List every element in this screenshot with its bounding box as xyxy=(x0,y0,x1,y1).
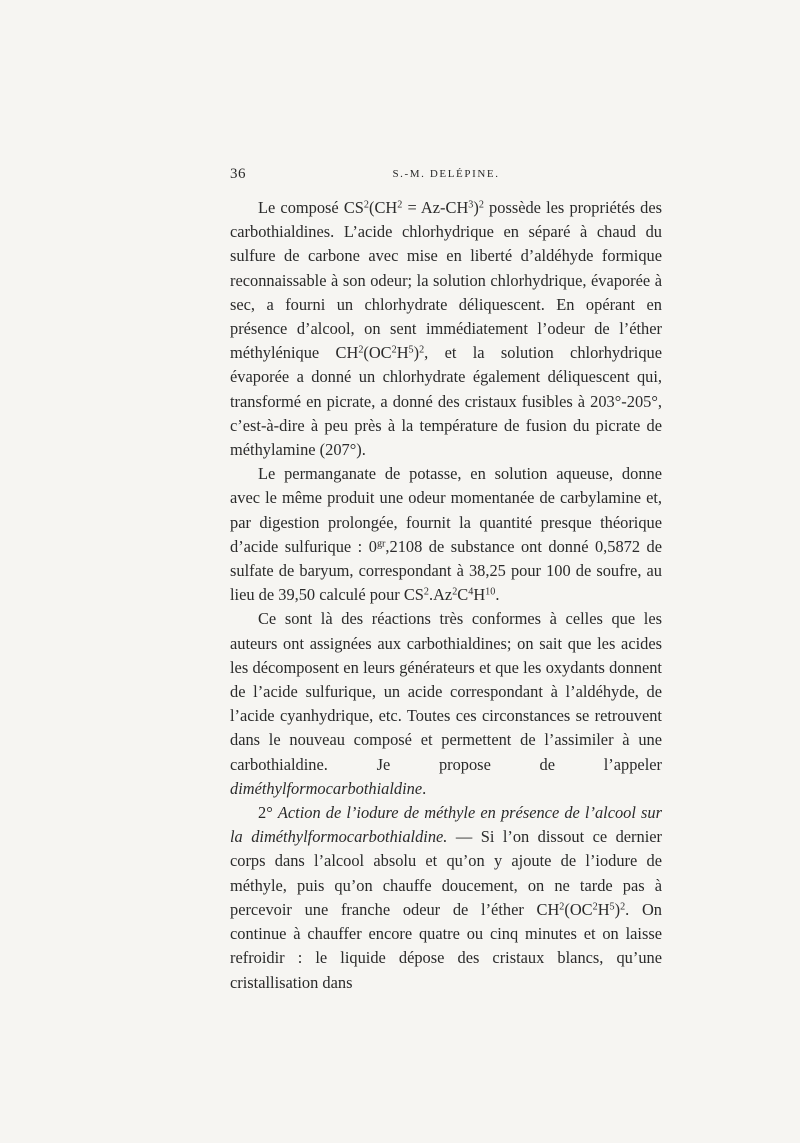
body-text xyxy=(230,196,662,995)
running-head xyxy=(230,166,662,188)
paragraph-2: Le permanganate de potasse, en solution aqueuse, donne avec le même produit une odeur momentanée de carbylamine et, par digestion prolongée, fournit la quantité presque théorique d’acide sulfurique : $0^{gr},2108$ de substance ont donné 0,5872 de sulfate de baryum, correspondant à 38,25 pour 100 de soufre, au lieu de 39,50 calculé pour $CS^2.Az^2C^4H^{10}$. xyxy=(230,464,663,605)
paragraph-4: 2° Action de l’iodure de méthyle en présence de l’alcool sur la diméthylformocarbothialdine. — Si l’on dissout ce dernier corps dans l’alcool absolu et qu’on y ajoute de l’iodure de méthyle, puis qu’on chauffe doucement, on ne tarde pas à percevoir une franche odeur de l’éther $CH^2(OC^2H^5)^2$. On continue à chauffer encore quatre ou cinq minutes et on laisse refroidir : le liquide dépose des cristaux blancs, qu’une cristallisation dans xyxy=(230,803,662,992)
paragraph-3: Ce sont là des réactions très conformes à celles que les auteurs ont assignées aux carbothialdines; on sait que les acides les décomposent en leurs générateurs et que les oxydants donnent de l’acide sulfurique, un acide correspondant à l’aldéhyde, de l’acide cyanhydrique, etc. Toutes ces circonstances se retrouvent dans le nouveau composé et permettent de l’assimiler à une carbothialdine. Je propose de l’appeler diméthylformocarbothialdine. xyxy=(230,609,662,798)
page-number: 36 xyxy=(230,166,246,182)
paragraph-1: Le composé $CS^2(CH^2 = Az-CH^3)^2$ possède les propriétés des carbothialdines. L’acide chlorhydrique en séparé à chaud du sulfure de carbone avec mise en liberté d’aldéhyde formique reconnaissable à son odeur; la solution chlorhydrique, évaporée à sec, a fourni un chlorhydrate déliquescent. En opérant en présence d’alcool, on sent immédiatement l’odeur de l’éther méthylénique $CH^2(OC^2H^5)^2$, et la solution chlorhydrique évaporée a donné un chlorhydrate également déliquescent qui, transformé en picrate, a donné des cristaux fusibles à 203°-205°, c’est-à-dire à peu près à la température de fusion du picrate de méthylamine (207°). xyxy=(230,198,662,460)
compound-name: diméthylformocarbothialdine xyxy=(230,778,423,798)
section-heading: Action de l’iodure de méthyle en présence de l’alcool sur la diméthylformocarbothialdine. xyxy=(230,803,662,847)
running-head-author: S.-M. DELÉPINE. xyxy=(392,168,500,180)
